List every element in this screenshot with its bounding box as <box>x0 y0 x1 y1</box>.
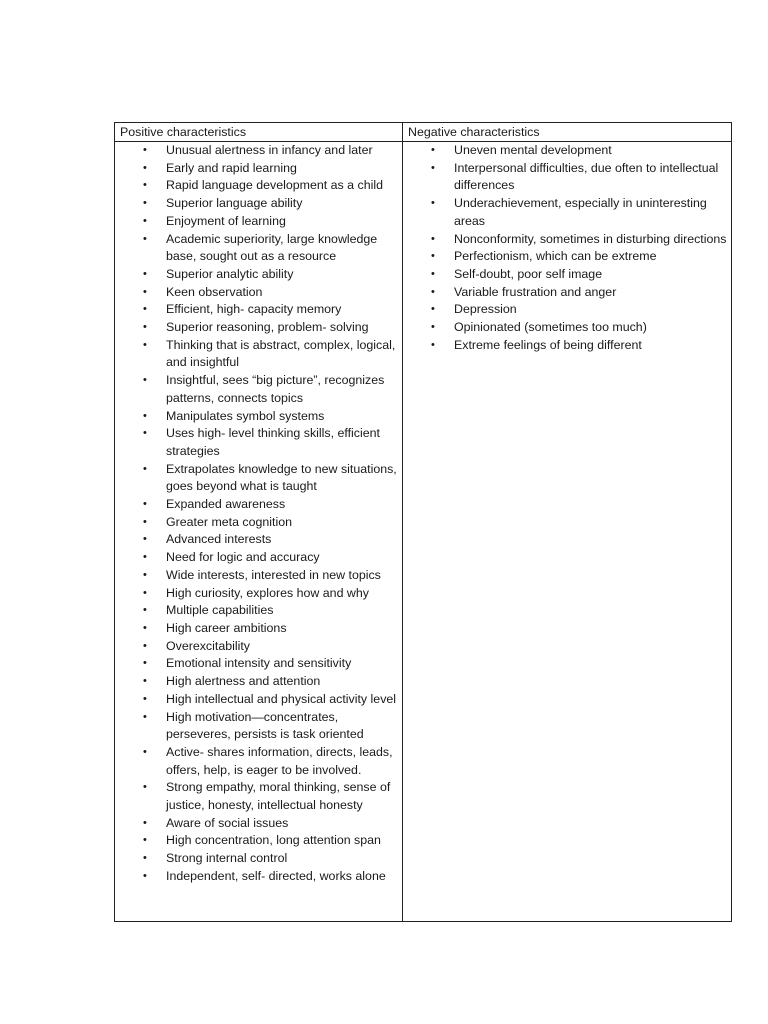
bullet-icon: • <box>431 321 435 334</box>
list-item-text: Thinking that is abstract, complex, logical, and insightful <box>166 337 396 370</box>
bullet-icon: • <box>143 657 147 670</box>
list-item-text: Self-doubt, poor self image <box>454 266 603 281</box>
list-item <box>115 815 402 833</box>
list-item <box>115 461 402 496</box>
list-item <box>115 744 402 779</box>
list-item-text: Superior analytic ability <box>166 266 294 281</box>
bullet-icon: • <box>143 197 147 210</box>
list-item-text: Expanded awareness <box>166 497 286 512</box>
list-item-text: Rapid language development as a child <box>166 178 383 193</box>
list-item-text: Depression <box>454 302 517 317</box>
bullet-icon: • <box>143 816 147 829</box>
list-item <box>115 195 402 213</box>
bullet-icon: • <box>143 179 147 192</box>
bullet-icon: • <box>143 214 147 227</box>
list-item-text: Academic superiority, large knowledge base, sought out as a resource <box>166 231 378 264</box>
list-item-text: High curiosity, explores how and why <box>166 585 369 600</box>
bullet-icon: • <box>431 303 435 316</box>
bullet-icon: • <box>143 852 147 865</box>
negative-list <box>403 142 731 354</box>
bullet-icon: • <box>431 197 435 210</box>
bullet-icon: • <box>143 568 147 581</box>
bullet-icon: • <box>431 161 435 174</box>
bullet-icon: • <box>143 533 147 546</box>
list-item-text: High intellectual and physical activity level <box>166 691 397 706</box>
list-item-text: Extreme feelings of being different <box>454 337 642 352</box>
bullet-icon: • <box>143 675 147 688</box>
bullet-icon: • <box>143 551 147 564</box>
header-row <box>115 123 732 142</box>
list-item-text: Uneven mental development <box>454 143 612 157</box>
list-item <box>115 496 402 514</box>
list-item-text: High alertness and attention <box>166 674 321 689</box>
bullet-icon: • <box>143 144 147 156</box>
list-item-text: Strong internal control <box>166 851 288 866</box>
list-item-text: Uses high- level thinking skills, efficient strategies <box>166 426 380 458</box>
list-item-text: Greater meta cognition <box>166 514 293 529</box>
body-row <box>115 142 732 922</box>
list-item-text: Early and rapid learning <box>166 160 297 175</box>
list-item <box>115 832 402 850</box>
list-item <box>115 602 402 620</box>
positive-list <box>115 142 402 886</box>
list-item-text: Unusual alertness in infancy and later <box>166 143 373 157</box>
list-item <box>115 691 402 709</box>
list-item-text: Strong empathy, moral thinking, sense of justice, honesty, intellectual honesty <box>166 780 391 813</box>
list-item <box>115 673 402 691</box>
bullet-icon: • <box>143 710 147 723</box>
bullet-icon: • <box>431 338 435 351</box>
list-item <box>115 337 402 372</box>
list-item-text: Interpersonal difficulties, due often to intellectual differences <box>454 160 719 193</box>
list-item <box>115 160 402 178</box>
bullet-icon: • <box>143 869 147 882</box>
list-item-text: Extrapolates knowledge to new situations, goes beyond what is taught <box>166 461 397 494</box>
list-item <box>115 177 402 195</box>
list-item-text: Wide interests, interested in new topics <box>166 567 381 582</box>
bullet-icon: • <box>431 250 435 263</box>
list-item <box>115 567 402 585</box>
list-item <box>115 585 402 603</box>
bullet-icon: • <box>143 621 147 634</box>
list-item <box>115 868 402 886</box>
list-item-text: Keen observation <box>166 284 263 299</box>
bullet-icon: • <box>431 144 435 156</box>
bullet-icon: • <box>143 267 147 280</box>
list-item <box>403 337 731 355</box>
list-item <box>403 248 731 266</box>
bullet-icon: • <box>143 427 147 440</box>
list-item <box>115 638 402 656</box>
list-item <box>403 284 731 302</box>
list-item <box>403 160 731 195</box>
list-item-text: High motivation—concentrates, perseveres, persists is task oriented <box>166 709 364 742</box>
list-item <box>115 301 402 319</box>
bullet-icon: • <box>143 586 147 599</box>
positive-cell <box>115 142 403 922</box>
list-item-text: Efficient, high- capacity memory <box>166 302 342 317</box>
list-item-text: Insightful, sees “big picture”, recognizes patterns, connects topics <box>166 373 385 405</box>
list-item <box>115 655 402 673</box>
bullet-icon: • <box>143 161 147 174</box>
list-item-text: Variable frustration and anger <box>454 284 617 299</box>
list-item <box>403 142 731 160</box>
bullet-icon: • <box>143 338 147 351</box>
list-item <box>115 213 402 231</box>
negative-header: Negative characteristics <box>403 123 732 142</box>
bullet-icon: • <box>143 515 147 528</box>
bullet-icon: • <box>431 267 435 280</box>
list-item-text: Manipulates symbol systems <box>166 408 325 423</box>
bullet-icon: • <box>143 498 147 511</box>
list-item <box>403 195 731 230</box>
list-item <box>115 779 402 814</box>
bullet-icon: • <box>143 692 147 705</box>
bullet-icon: • <box>143 285 147 298</box>
list-item-text: Opinionated (sometimes too much) <box>454 320 647 335</box>
positive-header: Positive characteristics <box>115 123 403 142</box>
list-item-text: Perfectionism, which can be extreme <box>454 249 657 264</box>
list-item <box>403 231 731 249</box>
list-item <box>403 319 731 337</box>
bullet-icon: • <box>143 409 147 422</box>
negative-cell <box>403 142 732 922</box>
list-item <box>115 142 402 160</box>
bullet-icon: • <box>431 285 435 298</box>
list-item-text: Superior language ability <box>166 196 303 211</box>
list-item <box>115 231 402 266</box>
list-item <box>115 709 402 744</box>
bullet-icon: • <box>143 639 147 652</box>
list-item-text: High concentration, long attention span <box>166 833 381 848</box>
list-item <box>115 425 402 460</box>
list-item-text: Aware of social issues <box>166 815 289 830</box>
bullet-icon: • <box>143 232 147 245</box>
list-item-text: Multiple capabilities <box>166 603 274 618</box>
bullet-icon: • <box>143 781 147 794</box>
list-item <box>115 514 402 532</box>
list-item-text: Superior reasoning, problem- solving <box>166 320 369 335</box>
list-item <box>403 301 731 319</box>
list-item-text: Overexcitability <box>166 638 251 653</box>
bullet-icon: • <box>431 232 435 245</box>
bullet-icon: • <box>143 834 147 847</box>
list-item-text: Active- shares information, directs, leads, offers, help, is eager to be involved. <box>166 744 393 777</box>
bullet-icon: • <box>143 604 147 617</box>
list-item-text: Need for logic and accuracy <box>166 550 320 565</box>
list-item <box>115 549 402 567</box>
list-item-text: Enjoyment of learning <box>166 213 286 228</box>
list-item <box>115 266 402 284</box>
list-item-text: Nonconformity, sometimes in disturbing directions <box>454 231 727 246</box>
characteristics-table <box>114 122 732 922</box>
list-item <box>115 408 402 426</box>
bullet-icon: • <box>143 745 147 758</box>
bullet-icon: • <box>143 462 147 475</box>
list-item <box>115 531 402 549</box>
list-item-text: Independent, self- directed, works alone <box>166 868 386 883</box>
list-item-text: Underachievement, especially in uninteresting areas <box>454 196 707 228</box>
list-item-text: Advanced interests <box>166 532 272 547</box>
list-item-text: Emotional intensity and sensitivity <box>166 656 352 671</box>
list-item <box>403 266 731 284</box>
bullet-icon: • <box>143 303 147 316</box>
list-item-text: High career ambitions <box>166 620 287 635</box>
list-item <box>115 620 402 638</box>
bullet-icon: • <box>143 374 147 387</box>
list-item <box>115 319 402 337</box>
bullet-icon: • <box>143 321 147 334</box>
list-item <box>115 372 402 407</box>
list-item <box>115 850 402 868</box>
list-item <box>115 284 402 302</box>
